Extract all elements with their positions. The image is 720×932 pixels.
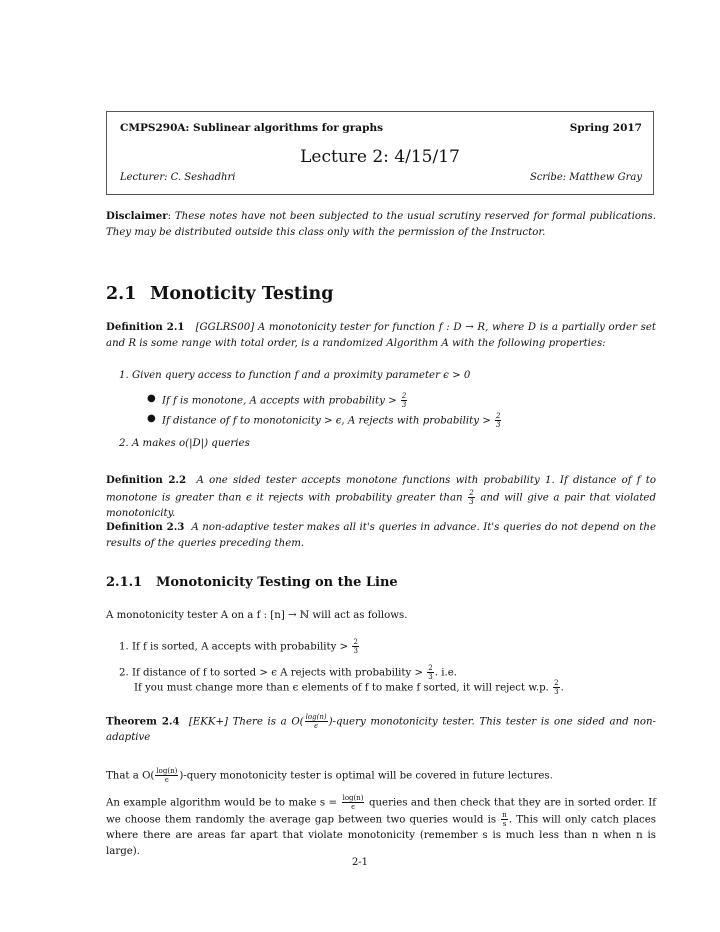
section-number: 2.1	[106, 284, 137, 304]
disclaimer: Disclaimer: These notes have not been subjected to the usual scrutiny reserved for formal publications. They may be distributed outside this class only with the permission of the Instructor.	[106, 210, 656, 238]
definition-label: Definition 2.2	[106, 474, 187, 486]
fraction: $\frac{2}{3}$	[353, 638, 358, 655]
definition-label: Definition 2.1	[106, 321, 185, 333]
definition-2-2	[106, 473, 656, 521]
section-title: Monoticity Testing	[150, 284, 334, 304]
disclaimer-text: These notes have not been subjected to the usual scrutiny reserved for formal publications. They may be distributed outside this class only with the permission of the Instructor.	[106, 211, 656, 238]
fraction: $\frac{2}{3}$	[469, 488, 474, 506]
bullet-2-text: If distance of f to monotonicity > ϵ, A rejects with probability >	[162, 415, 491, 427]
line-item-2-cont-text: If you must change more than ϵ elements of f to make f sorted, it will reject w.p.	[134, 682, 549, 694]
line-intro: A monotonicity tester A on a f : [n] → ℕ will act as follows.	[106, 610, 408, 621]
definition-text: [GGLRS00] A monotonicity tester for function f : D → R, where D is a partially order set and R is some range with total order, is a randomized Algorithm A with the following properties:	[106, 322, 656, 349]
fraction: $\frac{\log(n)}{\epsilon}$	[305, 713, 327, 730]
line-item-1-text: 1. If f is sorted, A accepts with probability >	[119, 641, 349, 653]
definition-2-3	[106, 520, 656, 551]
optimal-text: That a O(	[106, 770, 155, 782]
bullet-icon: ●	[147, 413, 156, 424]
line-item-2-end: . i.e.	[434, 667, 457, 679]
scribe: Scribe: Matthew Gray	[529, 172, 642, 183]
def-item-1: 1. Given query access to function f and a proximity parameter ϵ > 0	[119, 370, 471, 381]
period: .	[560, 682, 564, 694]
optimal-paragraph	[106, 767, 656, 784]
fraction: $\frac{2}{3}$	[496, 412, 501, 429]
fraction: $\frac{2}{3}$	[428, 664, 433, 681]
subsection-number: 2.1.1	[106, 575, 143, 590]
example-text-end: . This will only catch places where there are areas far apart that violate monotonicity (remember s is much less than n when n is large).	[106, 814, 656, 857]
line-item-2-cont	[134, 679, 564, 696]
fraction: $\frac{n}{s}$	[502, 811, 507, 828]
definition-text: A one sided tester accepts monotone functions with probability 1. If distance of f to monotone is greater than ϵ it rejects with probability greater than	[106, 475, 657, 503]
definition-text-end: and will give a pair that violated monotonicity.	[106, 492, 656, 519]
subsection-heading	[106, 575, 398, 590]
lecture-header-box	[106, 111, 654, 195]
def-bullet-1	[162, 392, 408, 409]
example-text: An example algorithm would be to make s =	[106, 797, 338, 809]
fraction: $\frac{\log(n)}{\epsilon}$	[156, 767, 178, 784]
lecture-title: Lecture 2: 4/15/17	[300, 147, 460, 167]
def-bullet-2	[162, 412, 502, 429]
def-item-2: 2. A makes o(|D|) queries	[119, 438, 250, 449]
line-item-1	[119, 638, 360, 655]
lecturer: Lecturer: C. Seshadhri	[120, 172, 236, 183]
theorem-text-end: )-query monotonicity tester. This tester is one sided and non-adaptive	[106, 716, 656, 743]
theorem-label: Theorem 2.4	[106, 715, 180, 728]
fraction: $\frac{\log(n)}{\epsilon}$	[342, 794, 364, 811]
theorem-2-4	[106, 713, 656, 746]
definition-text: A non-adaptive tester makes all it's queries in advance. It's queries do not depend on the results of the queries preceding them.	[106, 522, 656, 549]
optimal-text-end: )-query monotonicity tester is optimal will be covered in future lectures.	[179, 770, 553, 782]
example-text-mid: queries and then check that they are in sorted order. If we choose them randomly the average gap between two queries would is	[106, 797, 656, 826]
fraction: $\frac{2}{3}$	[554, 679, 559, 696]
section-heading	[106, 284, 334, 304]
definition-2-1	[106, 320, 656, 351]
example-paragraph	[106, 794, 656, 859]
bullet-1-text: If f is monotone, A accepts with probability >	[162, 395, 397, 407]
term: Spring 2017	[569, 122, 642, 134]
theorem-text: [EKK+] There is a O(	[188, 716, 304, 728]
subsection-title: Monotonicity Testing on the Line	[156, 575, 398, 590]
page-number: 2-1	[351, 857, 369, 868]
line-item-2-text: 2. If distance of f to sorted > ϵ A rejects with probability >	[119, 667, 424, 679]
bullet-icon: ●	[147, 393, 156, 404]
course-title: CMPS290A: Sublinear algorithms for graphs	[120, 122, 383, 134]
fraction: $\frac{2}{3}$	[401, 392, 407, 409]
definition-label: Definition 2.3	[106, 521, 185, 533]
disclaimer-label: Disclaimer	[106, 210, 168, 222]
